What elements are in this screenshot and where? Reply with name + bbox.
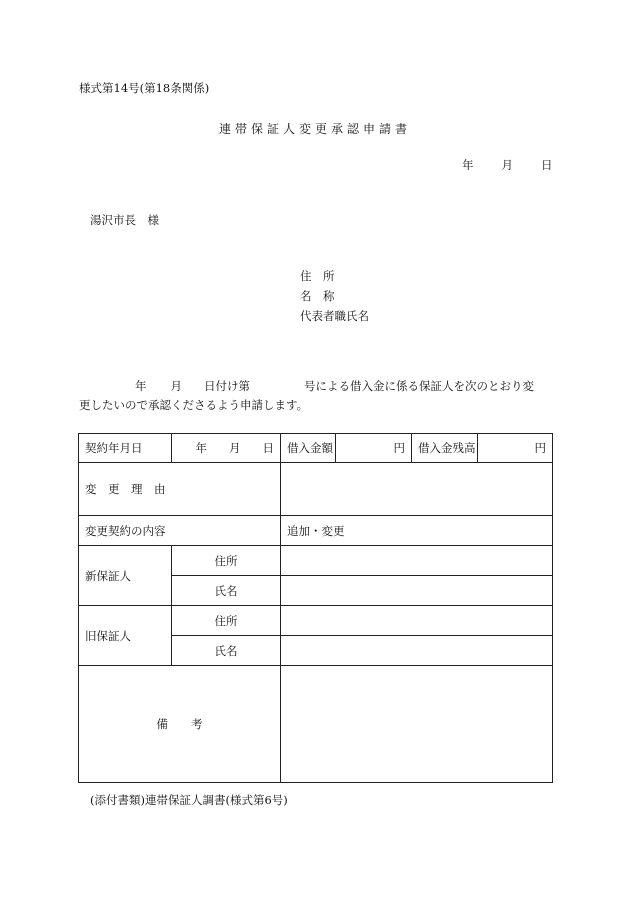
body-year: 年 [135,379,147,393]
loan-amount-field[interactable] [336,434,412,463]
change-content-label: 変更契約の内容 [79,516,281,546]
date-month: 月 [501,158,513,172]
old-guarantor-label: 旧保証人 [79,606,172,666]
applicant-address-label: 住 所 [300,269,335,283]
new-guarantor-name-field[interactable] [281,576,553,606]
contract-date-day: 日 [262,441,274,455]
date-year: 年 [462,158,474,172]
old-guarantor-name-field[interactable] [281,636,553,666]
remarks-field[interactable] [281,666,553,783]
body-month: 月 [170,379,182,393]
old-guarantor-address-label: 住所 [172,606,281,636]
table-row [79,606,553,636]
table-row [79,546,553,576]
applicant-name-label: 名 称 [300,289,335,303]
form-number: 様式第14号(第18条関係) [79,81,210,95]
loan-amount-yen: 円 [393,441,405,455]
remarks-label: 備 考 [79,666,281,783]
new-guarantor-name-label: 氏名 [172,576,281,606]
addressee: 湯沢市長 様 [90,213,159,227]
loan-amount-label: 借入金額 [281,434,336,463]
application-table [78,433,553,783]
change-reason-field[interactable] [281,463,553,516]
loan-balance-field[interactable] [478,434,553,463]
old-guarantor-address-field[interactable] [281,606,553,636]
new-guarantor-address-label: 住所 [172,546,281,576]
applicant-representative-label: 代表者職氏名 [300,309,369,323]
new-guarantor-address-field[interactable] [281,546,553,576]
new-guarantor-label: 新保証人 [79,546,172,606]
change-content-field[interactable]: 追加・変更 [281,516,553,546]
table-row [79,516,553,546]
loan-balance-yen: 円 [534,441,546,455]
attachments-note: (添付書類)連帯保証人調書(様式第6号) [90,793,288,807]
table-row [79,463,553,516]
table-row [79,666,553,783]
contract-date-label: 契約年月日 [79,434,172,463]
application-body [79,377,554,415]
document-title: 連帯保証人変更承認申請書 [218,122,411,136]
loan-balance-label: 借入金残高 [412,434,478,463]
change-reason-label: 変 更 理 由 [79,463,281,516]
application-date [462,157,553,173]
body-day-ref: 日付け第 [204,379,250,393]
old-guarantor-name-label: 氏名 [172,636,281,666]
contract-date-field[interactable] [172,434,281,463]
table-row [79,434,553,463]
body-text-line1: 号による借入金に係る保証人を次のとおり変 [304,379,534,393]
body-text-line2: 更したいので承認くださるよう申請します。 [79,398,309,412]
contract-date-month: 月 [229,441,241,455]
contract-date-year: 年 [195,441,207,455]
date-day: 日 [541,158,553,172]
